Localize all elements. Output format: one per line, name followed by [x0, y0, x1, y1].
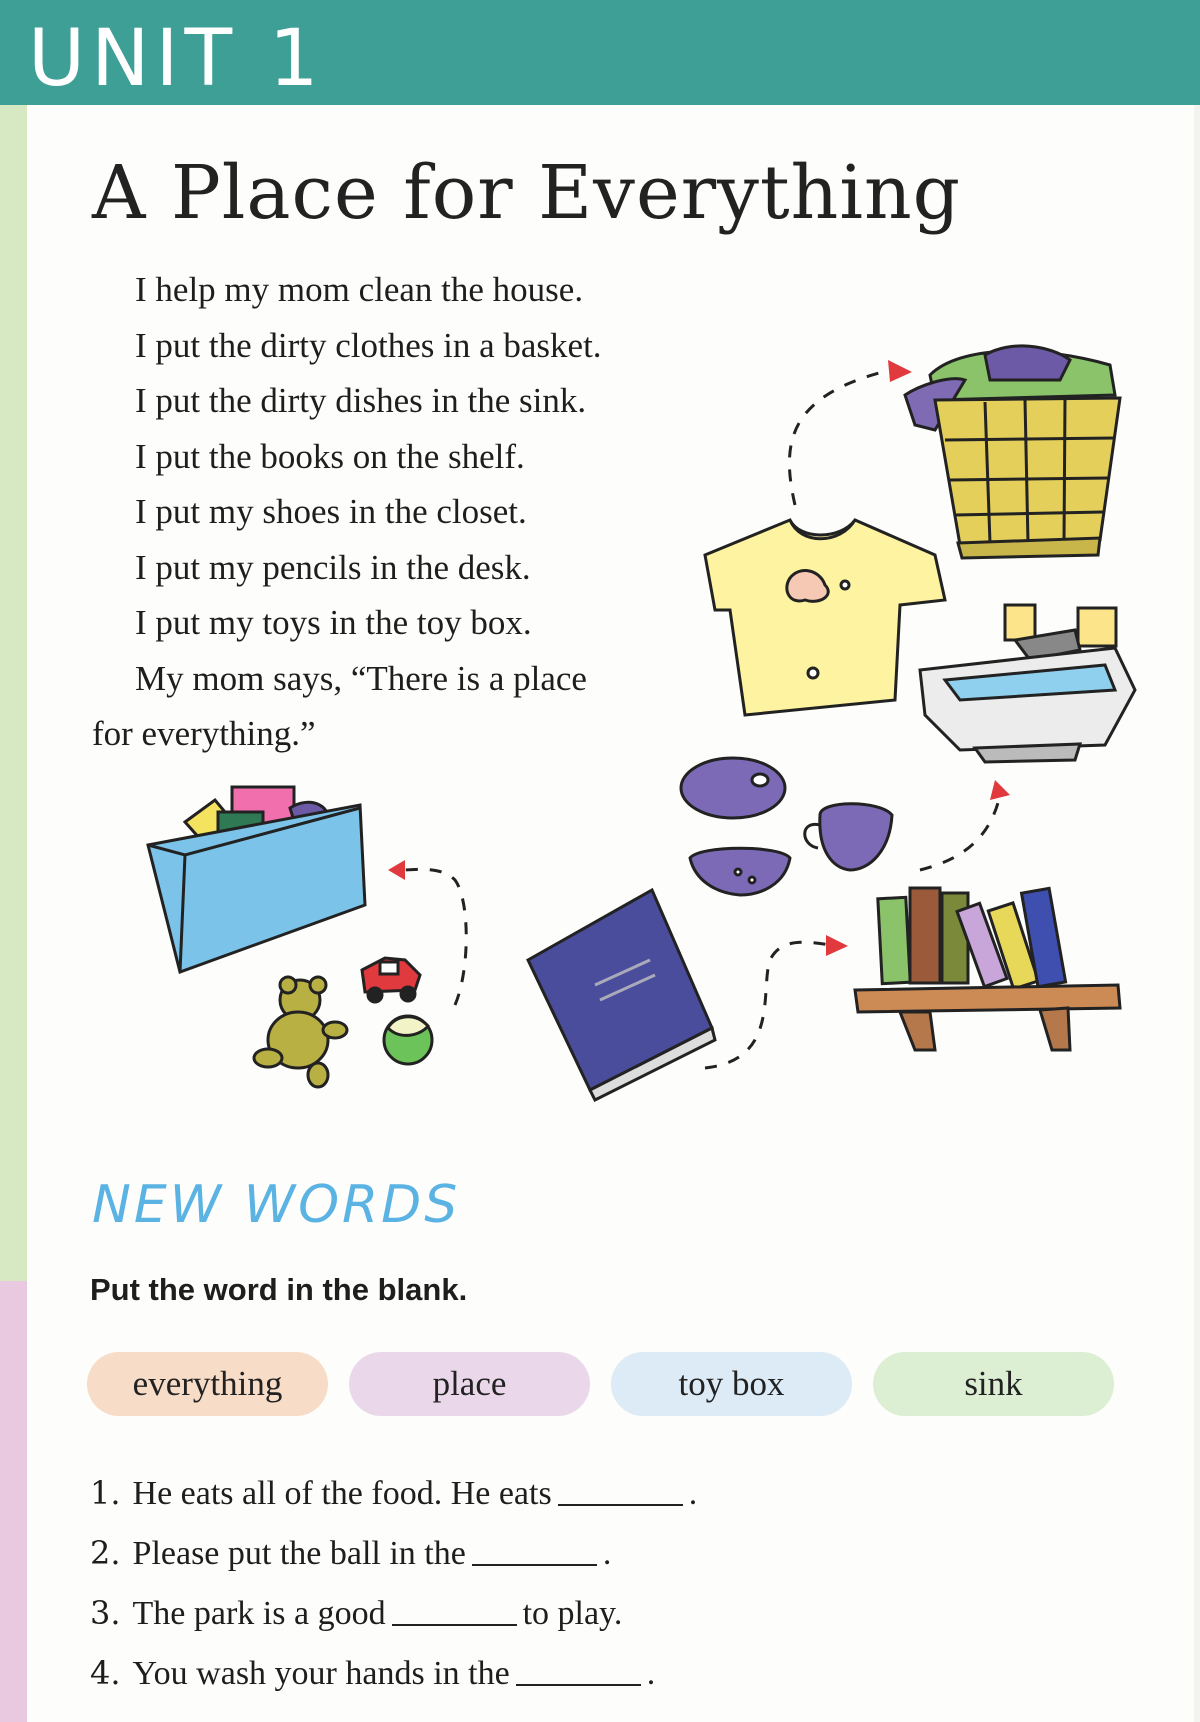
- toy-car-icon: [362, 958, 420, 1002]
- page-title: A Place for Everything: [92, 150, 962, 236]
- dirty-shirt-icon: [705, 520, 945, 715]
- exercise-text: Please put the ball in the: [132, 1535, 466, 1572]
- book-icon: [528, 890, 715, 1100]
- exercise-text: He eats all of the food. He eats: [132, 1475, 552, 1512]
- story-line: I put my toys in the toy box.: [135, 603, 532, 642]
- answer-blank[interactable]: [392, 1594, 517, 1626]
- unit-label: UNIT 1: [28, 14, 325, 104]
- answer-blank[interactable]: [558, 1474, 683, 1506]
- arrow-head-icon: [388, 860, 405, 880]
- dashed-arrow-book-shelf: [705, 942, 830, 1068]
- word-chip-toy-box: toy box: [611, 1352, 852, 1416]
- story-line: I put the dirty dishes in the sink.: [135, 381, 587, 420]
- story-line: My mom says, “There is a place: [135, 658, 587, 698]
- story-line: I help my mom clean the house.: [135, 270, 584, 309]
- story-line: I put my pencils in the desk.: [135, 547, 531, 587]
- exercise-text: The park is a good: [132, 1595, 386, 1632]
- word-chip-everything: everything: [87, 1352, 328, 1416]
- story-line: I put the books on the shelf.: [135, 436, 525, 476]
- sink-icon: [920, 605, 1135, 762]
- dashed-arrow-dishes-sink: [920, 795, 1000, 870]
- exercise-text-after: .: [602, 1535, 612, 1572]
- bookshelf-icon: [855, 888, 1120, 1050]
- story-line: for everything.”: [92, 714, 316, 753]
- exercise-text-after: to play.: [522, 1595, 623, 1632]
- arrow-head-icon: [826, 935, 848, 956]
- exercise-text: You wash your hands in the: [132, 1655, 510, 1692]
- instruction-text: Put the word in the blank.: [90, 1272, 468, 1307]
- answer-blank[interactable]: [472, 1534, 597, 1566]
- exercise-2: [90, 1534, 611, 1573]
- teddy-bear-icon: [254, 977, 347, 1087]
- arrow-head-icon: [990, 780, 1010, 800]
- exercise-4: [90, 1654, 655, 1693]
- exercise-3: [90, 1594, 622, 1633]
- word-chip-sink: sink: [873, 1352, 1114, 1416]
- new-words-heading: NEW WORDS: [92, 1175, 461, 1235]
- toy-box-icon: [148, 787, 365, 972]
- word-chip-place: place: [349, 1352, 590, 1416]
- ball-icon: [384, 1016, 432, 1064]
- word-bank: [87, 1352, 1117, 1416]
- exercise-number: 4.: [90, 1654, 121, 1692]
- exercise-number: 2.: [90, 1534, 121, 1572]
- laundry-basket-icon: [905, 346, 1120, 558]
- exercise-text-after: .: [646, 1655, 656, 1692]
- answer-blank[interactable]: [516, 1654, 641, 1686]
- exercise-1: [90, 1474, 697, 1513]
- left-stripe-pink: [0, 1281, 27, 1722]
- dishes-icon: [681, 758, 892, 895]
- arrow-head-icon: [888, 360, 912, 382]
- exercise-text-after: .: [688, 1475, 698, 1512]
- dashed-arrow-shirt-basket: [789, 370, 890, 505]
- exercise-number: 1.: [90, 1474, 121, 1512]
- story-line: I put the dirty clothes in a basket.: [135, 325, 602, 365]
- exercise-number: 3.: [90, 1594, 121, 1632]
- story-line: I put my shoes in the closet.: [135, 492, 527, 531]
